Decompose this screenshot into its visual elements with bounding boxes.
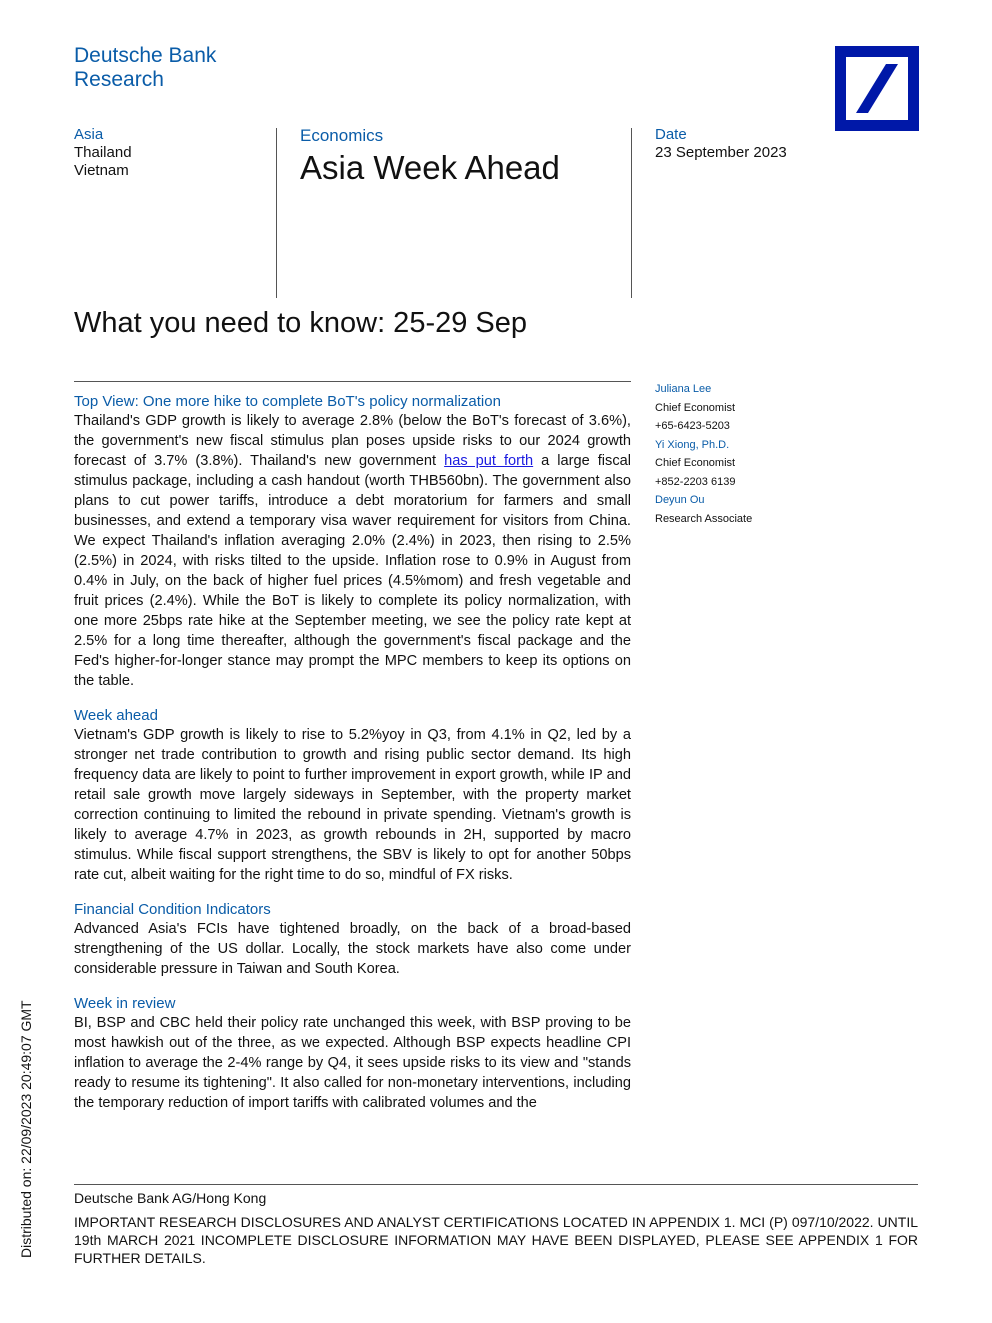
text-before-link: Thailand's GDP growth is likely to average 2.8% (below the BoT's forecast of 3.6%), the government's new fiscal stimulus plan poses upside risks to our 2024 growth forecast of 3.7% (3.8%). Thailand's new government: [74, 413, 631, 469]
section-text: Advanced Asia's FCIs have tightened broadly, on the back of a broad-based strengthening of the US dollar. Locally, the stock markets have also come under considerable pressure in Taiwan and South Korea.: [74, 921, 631, 977]
section-text: Vietnam's GDP growth is likely to rise to 5.2%yoy in Q3, from 4.1% in Q2, led by a stronger net trade contribution to growth and rising public sector demand. Its high frequency data are likely to point to further improvement in export growth, while IP and retail sale growth move largely sideways in September, with the property market correction continuing to limited the rebound in private spending. Vietnam's growth is likely to average 4.7% in 2023, as growth rebounds in 2H, supported by macro stimulus. While fiscal support strengthens, the SBV is likely to opt for another 50bps rate cut, albeit waiting for the right time to do so, mindful of FX risks.: [74, 727, 631, 883]
date-label: Date: [655, 126, 687, 143]
author-phone: +852-2203 6139: [655, 475, 736, 488]
section-title: Top View: One more hike to complete BoT's policy normalization: [74, 393, 501, 410]
section-title: Week ahead: [74, 707, 158, 724]
main-content: [74, 393, 631, 1129]
headline-rule: [74, 381, 631, 382]
footer-entity: Deutsche Bank AG/Hong Kong: [74, 1190, 267, 1206]
footer-disclosure: IMPORTANT RESEARCH DISCLOSURES AND ANALYST CERTIFICATIONS LOCATED IN APPENDIX 1. MCI (P) 097/10/2022. UNTIL 19th MARCH 2021 INCOMPLETE DISCLOSURE INFORMATION MAY HAVE BEEN DISPLAYED, PLEASE SEE APPENDIX 1 FOR FURTHER DETAILS.: [74, 1214, 918, 1266]
section-text: [74, 411, 631, 691]
footer: [74, 1189, 918, 1267]
brand-line-2: Research: [74, 68, 164, 91]
divider-right: [631, 128, 632, 298]
series-block: [300, 126, 560, 188]
divider-left: [276, 128, 277, 298]
author-phone: +65-6423-5203: [655, 420, 730, 432]
author-role: Chief Economist: [655, 401, 736, 414]
date-block: [655, 126, 787, 162]
series-label: Economics: [300, 126, 384, 145]
author-name[interactable]: Yi Xiong, Ph.D.: [655, 438, 730, 451]
section-fci: [74, 901, 631, 979]
section-top-view: [74, 393, 631, 691]
author-name[interactable]: Juliana Lee: [655, 383, 712, 395]
deutsche-bank-logo-icon: [835, 46, 919, 131]
authors-list: [655, 380, 855, 528]
author-role: Research Associate: [655, 512, 753, 525]
region-country: Vietnam: [74, 162, 129, 179]
author-name[interactable]: Deyun Ou: [655, 494, 705, 506]
region-label: Asia: [74, 126, 104, 143]
brand: [74, 44, 216, 92]
section-week-in-review: [74, 995, 631, 1113]
distribution-note: Distributed on: 22/09/2023 20:49:07 GMT: [18, 1000, 34, 1258]
section-title: Week in review: [74, 995, 176, 1012]
footer-rule: [74, 1184, 918, 1185]
brand-line-1: Deutsche Bank: [74, 44, 217, 67]
report-title: Asia Week Ahead: [300, 149, 560, 186]
author-role: Chief Economist: [655, 457, 736, 469]
headline: What you need to know: 25-29 Sep: [74, 307, 528, 339]
has-put-forth-link[interactable]: has put forth: [444, 453, 534, 469]
date-value: 23 September 2023: [655, 144, 787, 161]
text-after-link: a large fiscal stimulus package, including a cash handout (worth THB560bn). The government also plans to cut power tariffs, introduce a debt moratorium for farmers and small businesses, and extend a temporary visa waver requirement for visitors from China. We expect Thailand's inflation averaging 2.0% (2.4%) in 2023, then rising to 2.5% (2.5%) in 2024, with risks tilted to the upside. Inflation rose to 0.9% in August from 0.4% in July, on the back of higher fuel prices (4.5%mom) and fresh vegetable and fruit prices (2.4%). While the BoT is likely to complete its policy normalization, with one more 25bps rate hike at the September meeting, we see the policy rate kept at 2.5% for a long time thereafter, although the government's fiscal package and the Fed's higher-for-longer stance may prompt the MPC members to keep its options on the table.: [74, 453, 632, 689]
section-week-ahead: [74, 707, 631, 885]
section-text: BI, BSP and CBC held their policy rate unchanged this week, with BSP proving to be most hawkish out of the three, as we expected. Although BSP expects headline CPI inflation to average the 2-4% range by Q4, it sees upside risks to its view and "stands ready to resume its tightening". It also called for non-monetary interventions, including the temporary reduction of import tariffs with calibrated volumes and the: [74, 1015, 631, 1111]
section-title: Financial Condition Indicators: [74, 901, 271, 918]
region-country: Thailand: [74, 144, 132, 161]
region-block: [74, 126, 132, 180]
